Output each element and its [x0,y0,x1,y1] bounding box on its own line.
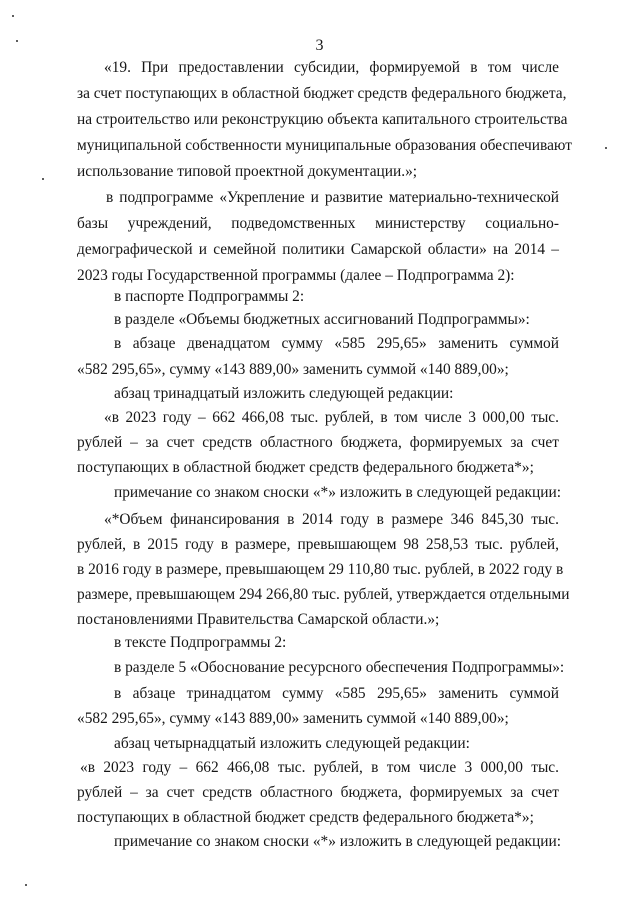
text-line: «в 2023 году – 662 466,08 тыс. рублей, в том числе 3 000,00 тыс. [80,759,559,776]
text-line: поступающих в областной бюджет средств федерального бюджета*»; [77,459,534,476]
scan-speck [12,15,14,17]
scan-speck [25,884,27,886]
text-line: за счет поступающих в областной бюджет средств федерального бюджета, [77,85,567,102]
text-line: размере, превышающем 294 266,80 тыс. рублей, утверждается отдельными [77,586,570,603]
text-line: 2023 годы Государственной программы (далее – Подпрограмма 2): [77,267,515,284]
text-line: в подпрограмме «Укрепление и развитие материально-технической [106,189,559,206]
text-line: «582 295,65», сумму «143 889,00» заменить суммой «140 889,00»; [77,361,509,378]
text-line: базы учреждений, подведомственных министерству социально- [77,215,559,232]
text-line: «*Объем финансирования в 2014 году в размере 346 845,30 тыс. [104,511,559,528]
page-number: 3 [315,37,324,54]
text-line: демографической и семейной политики Самарской области» на 2014 – [77,241,559,258]
text-line: примечание со знаком сноски «*» изложить в следующей редакции: [114,484,562,501]
text-line: «в 2023 году – 662 466,08 тыс. рублей, в том числе 3 000,00 тыс. [104,409,559,426]
text-line: в разделе 5 «Обоснование ресурсного обеспечения Подпрограммы»: [114,659,565,676]
scan-speck [42,178,44,180]
text-line: в абзаце двенадцатом сумму «585 295,65» заменить суммой [114,335,559,352]
text-line: в абзаце тринадцатом сумму «585 295,65» заменить суммой [114,685,559,702]
text-line: примечание со знаком сноски «*» изложить в следующей редакции: [114,833,562,850]
text-line: муниципальной собственности муниципальные образования обеспечивают [77,137,572,154]
text-line: поступающих в областной бюджет средств федерального бюджета*»; [77,809,534,826]
text-line: рублей, в 2015 году в размере, превышающем 98 258,53 тыс. рублей, [77,536,559,553]
text-line: в 2016 году в размере, превышающем 29 110,80 тыс. рублей, в 2022 году в [77,561,564,578]
text-line: на строительство или реконструкцию объекта капитального строительства [77,111,568,128]
text-line: абзац четырнадцатый изложить следующей редакции: [114,735,470,752]
scan-speck [605,147,607,149]
text-line: в разделе «Объемы бюджетных ассигнований Подпрограммы»: [114,311,530,328]
text-line: в паспорте Подпрограммы 2: [114,288,305,305]
text-line: в тексте Подпрограммы 2: [114,634,287,651]
text-line: рублей – за счет средств областного бюджета, формируемых за счет [77,784,559,801]
text-line: рублей – за счет средств областного бюджета, формируемых за счет [77,434,559,451]
text-line: «19. При предоставлении субсидии, формируемой в том числе [104,59,559,76]
scan-speck [16,40,18,42]
text-line: абзац тринадцатый изложить следующей редакции: [114,385,454,402]
text-line: использование типовой проектной документации.»; [77,163,418,180]
text-line: постановлениями Правительства Самарской области.»; [77,611,440,628]
text-line: «582 295,65», сумму «143 889,00» заменить суммой «140 889,00»; [77,710,509,727]
